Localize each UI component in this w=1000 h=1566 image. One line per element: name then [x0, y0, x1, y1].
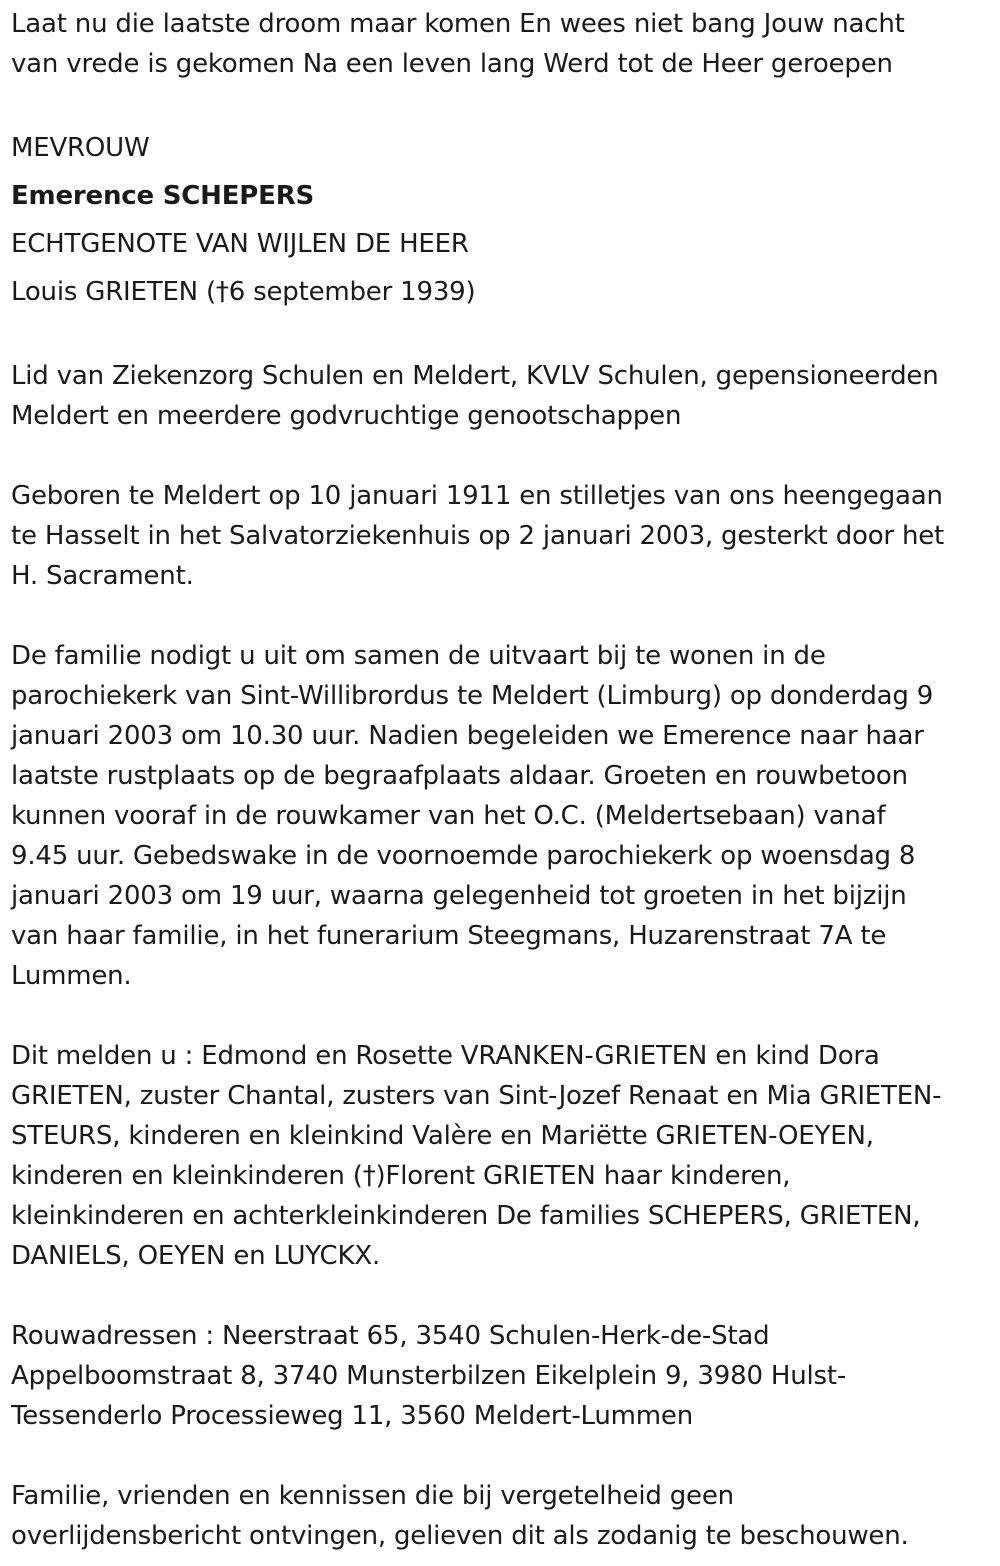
funeral-line: van haar familie, in het funerarium Steegmans, Huzarenstraat 7A te: [11, 921, 887, 951]
addresses-paragraph: [11, 1316, 988, 1436]
deceased-header: [11, 124, 988, 316]
funeral-paragraph: [11, 636, 988, 996]
funeral-line: 9.45 uur. Gebedswake in de voornoemde parochiekerk op woensdag 8: [11, 841, 916, 871]
family-line: STEURS, kinderen en kleinkind Valère en Mariëtte GRIETEN-OEYEN,: [11, 1121, 874, 1151]
birth-line: H. Sacrament.: [11, 561, 194, 591]
funeral-line: laatste rustplaats op de begraafplaats aldaar. Groeten en rouwbetoon: [11, 761, 908, 791]
closing-line: Familie, vrienden en kennissen die bij vergetelheid geen: [11, 1481, 734, 1511]
family-line: kleinkinderen en achterkleinkinderen De families SCHEPERS, GRIETEN,: [11, 1201, 921, 1231]
family-line: Dit melden u : Edmond en Rosette VRANKEN-GRIETEN en kind Dora: [11, 1041, 880, 1071]
membership-paragraph: [11, 356, 988, 436]
intro-line: van vrede is gekomen Na een leven lang Werd tot de Heer geroepen: [11, 49, 893, 79]
family-line: kinderen en kleinkinderen (†)Florent GRIETEN haar kinderen,: [11, 1161, 791, 1191]
funeral-line: kunnen vooraf in de rouwkamer van het O.C. (Meldertsebaan) vanaf: [11, 801, 886, 831]
funeral-line: januari 2003 om 19 uur, waarna gelegenheid tot groeten in het bijzijn: [11, 881, 907, 911]
closing-paragraph: [11, 1476, 988, 1556]
spouse-name: Louis GRIETEN (†6 september 1939): [11, 277, 476, 307]
funeral-line: parochiekerk van Sint-Willibrordus te Meldert (Limburg) op donderdag 9: [11, 681, 934, 711]
funeral-line: januari 2003 om 10.30 uur. Nadien begeleiden we Emerence naar haar: [11, 721, 924, 751]
intro-poem: [11, 4, 988, 84]
address-line: Appelboomstraat 8, 3740 Munsterbilzen Eikelplein 9, 3980 Hulst-: [11, 1361, 847, 1391]
spouse-label: ECHTGENOTE VAN WIJLEN DE HEER: [11, 229, 469, 259]
funeral-line: De familie nodigt u uit om samen de uitvaart bij te wonen in de: [11, 641, 826, 671]
address-line: Rouwadressen : Neerstraat 65, 3540 Schulen-Herk-de-Stad: [11, 1321, 770, 1351]
birth-paragraph: [11, 476, 988, 596]
closing-line: overlijdensbericht ontvingen, gelieven dit als zodanig te beschouwen.: [11, 1521, 909, 1551]
intro-line: Laat nu die laatste droom maar komen En wees niet bang Jouw nacht: [11, 9, 905, 39]
address-line: Tessenderlo Processieweg 11, 3560 Meldert-Lummen: [11, 1401, 693, 1431]
family-paragraph: [11, 1036, 988, 1276]
funeral-line: Lummen.: [11, 961, 132, 991]
title-label: MEVROUW: [11, 133, 150, 163]
birth-line: te Hasselt in het Salvatorziekenhuis op 2 januari 2003, gesterkt door het: [11, 521, 945, 551]
deceased-name: Emerence SCHEPERS: [11, 181, 315, 211]
family-line: DANIELS, OEYEN en LUYCKX.: [11, 1241, 381, 1271]
family-line: GRIETEN, zuster Chantal, zusters van Sint-Jozef Renaat en Mia GRIETEN-: [11, 1081, 942, 1111]
membership-line: Lid van Ziekenzorg Schulen en Meldert, KVLV Schulen, gepensioneerden: [11, 361, 939, 391]
membership-line: Meldert en meerdere godvruchtige genootschappen: [11, 401, 682, 431]
birth-line: Geboren te Meldert op 10 januari 1911 en stilletjes van ons heengegaan: [11, 481, 943, 511]
